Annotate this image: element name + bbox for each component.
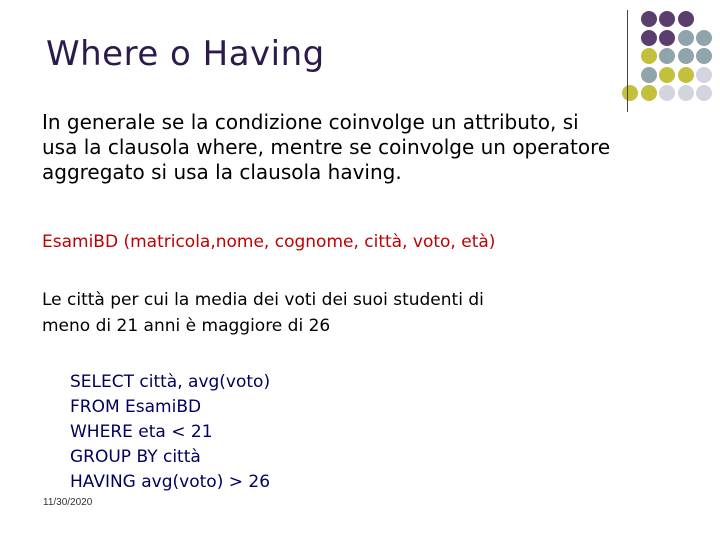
body-paragraph: In generale se la condizione coinvolge un attributo, si usa la clausola where, mentre se coinvolge un operatore aggregato si usa la clausola having. bbox=[42, 110, 611, 184]
decorative-dot bbox=[659, 48, 675, 64]
slide-date: 11/30/2020 bbox=[43, 497, 93, 508]
decorative-dot bbox=[696, 67, 712, 83]
query-question: Le città per cui la media dei voti dei suoi studenti di meno di 21 anni è maggiore di 26 bbox=[42, 290, 484, 336]
decorative-dot bbox=[659, 85, 675, 101]
decorative-dot bbox=[678, 48, 694, 64]
sql-line: HAVING avg(voto) > 26 bbox=[70, 472, 271, 492]
decorative-dot bbox=[678, 67, 694, 83]
decorative-dot bbox=[678, 85, 694, 101]
decorative-dot bbox=[641, 67, 657, 83]
decorative-dot bbox=[659, 67, 675, 83]
decorative-dot bbox=[696, 48, 712, 64]
decorative-dot bbox=[641, 30, 657, 46]
decorative-dot bbox=[678, 30, 694, 46]
divider-line bbox=[627, 10, 628, 112]
decorative-dot bbox=[641, 85, 657, 101]
sql-line: FROM EsamiBD bbox=[70, 397, 202, 417]
sql-line: SELECT città, avg(voto) bbox=[70, 372, 271, 392]
decorative-dot bbox=[659, 11, 675, 27]
slide-title: Where o Having bbox=[46, 34, 325, 74]
decorative-dot bbox=[641, 48, 657, 64]
sql-line: GROUP BY città bbox=[70, 447, 201, 467]
decorative-dot bbox=[641, 11, 657, 27]
decorative-dot bbox=[622, 85, 638, 101]
sql-line: WHERE eta < 21 bbox=[70, 422, 213, 442]
decorative-dot bbox=[659, 30, 675, 46]
decorative-dot bbox=[696, 85, 712, 101]
schema-definition: EsamiBD (matricola,nome, cognome, città, voto, età) bbox=[42, 232, 496, 252]
decorative-dot bbox=[678, 11, 694, 27]
decorative-dot bbox=[696, 30, 712, 46]
sql-code-block bbox=[70, 370, 270, 495]
